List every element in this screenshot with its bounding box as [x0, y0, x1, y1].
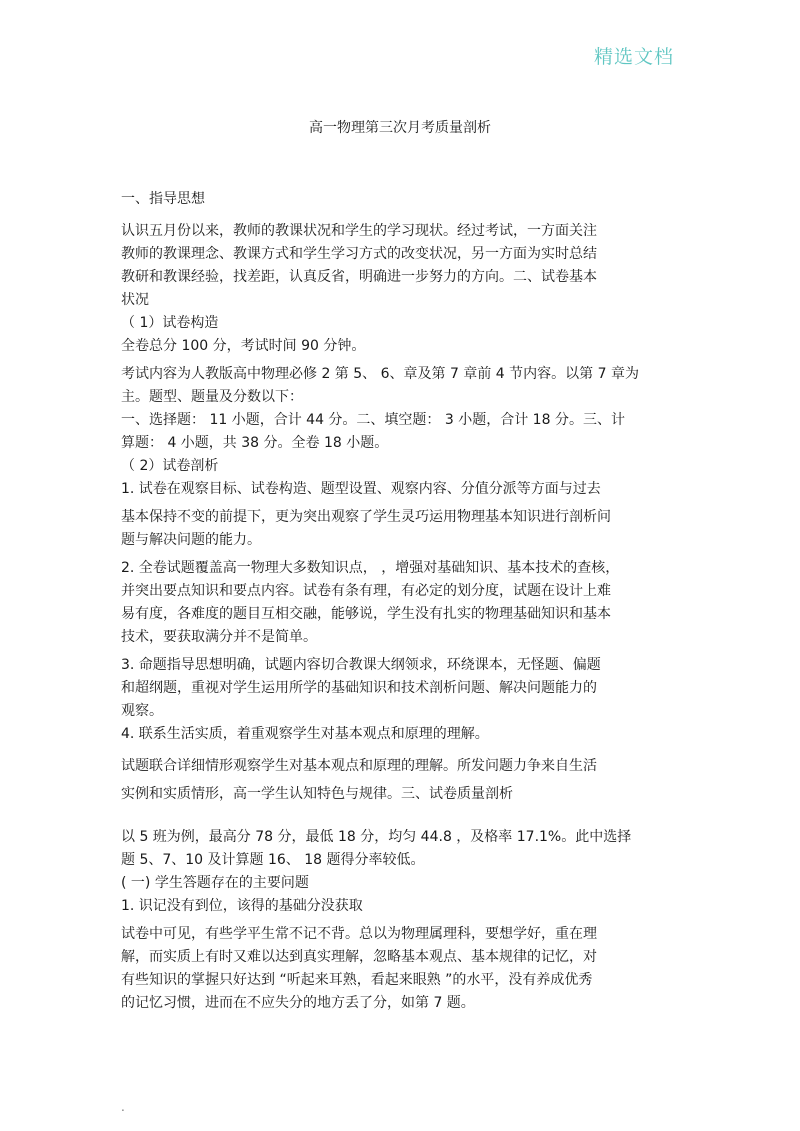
paragraph-line: 技术，要获取满分并不是简单。: [121, 629, 317, 645]
paragraph-line: 题 5、7、10 及计算题 16、 18 题得分率较低。: [121, 852, 425, 868]
paragraph-line: 一、选择题： 11 小题，合计 44 分。二、填空题： 3 小题，合计 18 分。三、计: [121, 412, 625, 428]
paragraph-line: 试题联合详细情形观察学生对基本观点和原理的理解。所发问题力争来自生活: [121, 758, 597, 774]
page-marker: .: [121, 1100, 125, 1114]
paragraph-line: 和超纲题，重视对学生运用所学的基础知识和技术剖析问题、解决问题能力的: [121, 680, 597, 696]
paragraph-line: 易有度，各难度的题目互相交融，能够说，学生没有扎实的物理基础知识和基本: [121, 606, 611, 622]
paragraph-line: 1. 试卷在观察目标、试卷构造、题型设置、观察内容、分值分派等方面与过去: [121, 481, 601, 497]
paragraph-line: 的记忆习惯，进而在不应失分的地方丢了分，如第 7 题。: [121, 995, 475, 1011]
paragraph-line: 考试内容为人教版高中物理必修 2 第 5、 6、章及第 7 章前 4 节内容。以第 7 章为: [121, 366, 639, 382]
paragraph-line: 实例和实质情形，高一学生认知特色与规律。三、试卷质量剖析: [121, 786, 513, 802]
paragraph-line: 主。题型、题量及分数以下：: [121, 389, 303, 405]
subsection-heading: （ 2）试卷剖析: [121, 458, 219, 474]
paragraph-line: 题与解决问题的能力。: [121, 532, 261, 548]
paragraph-line: 以 5 班为例，最高分 78 分，最低 18 分，均匀 44.8 ，及格率 17.1%。此中选择: [121, 829, 632, 845]
paragraph-line: 并突出要点知识和要点内容。试卷有条有理，有必定的划分度，试题在设计上难: [121, 583, 611, 599]
paragraph-line: 2. 全卷试题覆盖高一物理大多数知识点， ，增强对基础知识、基本技术的查核，: [121, 560, 620, 576]
paragraph-line: 观察。: [121, 703, 163, 719]
subsection-heading: ( 一) 学生答题存在的主要问题: [121, 875, 309, 891]
paragraph-line: 基本保持不变的前提下，更为突出观察了学生灵巧运用物理基本知识进行剖析问: [121, 509, 611, 525]
paragraph-line: 1. 识记没有到位，该得的基础分没获取: [121, 898, 363, 914]
paragraph-line: 4. 联系生活实质，着重观察学生对基本观点和原理的理解。: [121, 726, 489, 742]
paragraph-line: 算题： 4 小题，共 38 分。全卷 18 小题。: [121, 435, 389, 451]
paragraph-line: 全卷总分 100 分，考试时间 90 分钟。: [121, 338, 366, 354]
paragraph-line: 教研和教课经验，找差距，认真反省，明确进一步努力的方向。二、试卷基本: [121, 269, 597, 285]
paragraph-line: 试卷中可见，有些学平生常不记不背。总以为物理属理科，要想学好，重在理: [121, 926, 597, 942]
section-heading: 一、指导思想: [121, 191, 205, 207]
document-body: [121, 188, 669, 1015]
watermark: 精选文档: [593, 46, 674, 68]
paragraph-line: 3. 命题指导思想明确，试题内容切合教课大纲领求，环绕课本，无怪题、偏题: [121, 657, 601, 673]
paragraph-line: 教师的教课理念、教课方式和学生学习方式的改变状况，另一方面为实时总结: [121, 246, 597, 262]
paragraph-line: 认识五月份以来，教师的教课状况和学生的学习现状。经过考试，一方面关注: [121, 223, 597, 239]
paragraph-line: 状况: [121, 292, 149, 308]
subsection-heading: （ 1）试卷构造: [121, 315, 219, 331]
document-title: 高一物理第三次月考质量剖析: [309, 120, 491, 136]
paragraph-line: 有些知识的掌握只好达到 “听起来耳熟，看起来眼熟 ”的水平，没有养成优秀: [121, 972, 593, 988]
paragraph-line: 解，而实质上有时又难以达到真实理解，忽略基本观点、基本规律的记忆，对: [121, 949, 597, 965]
